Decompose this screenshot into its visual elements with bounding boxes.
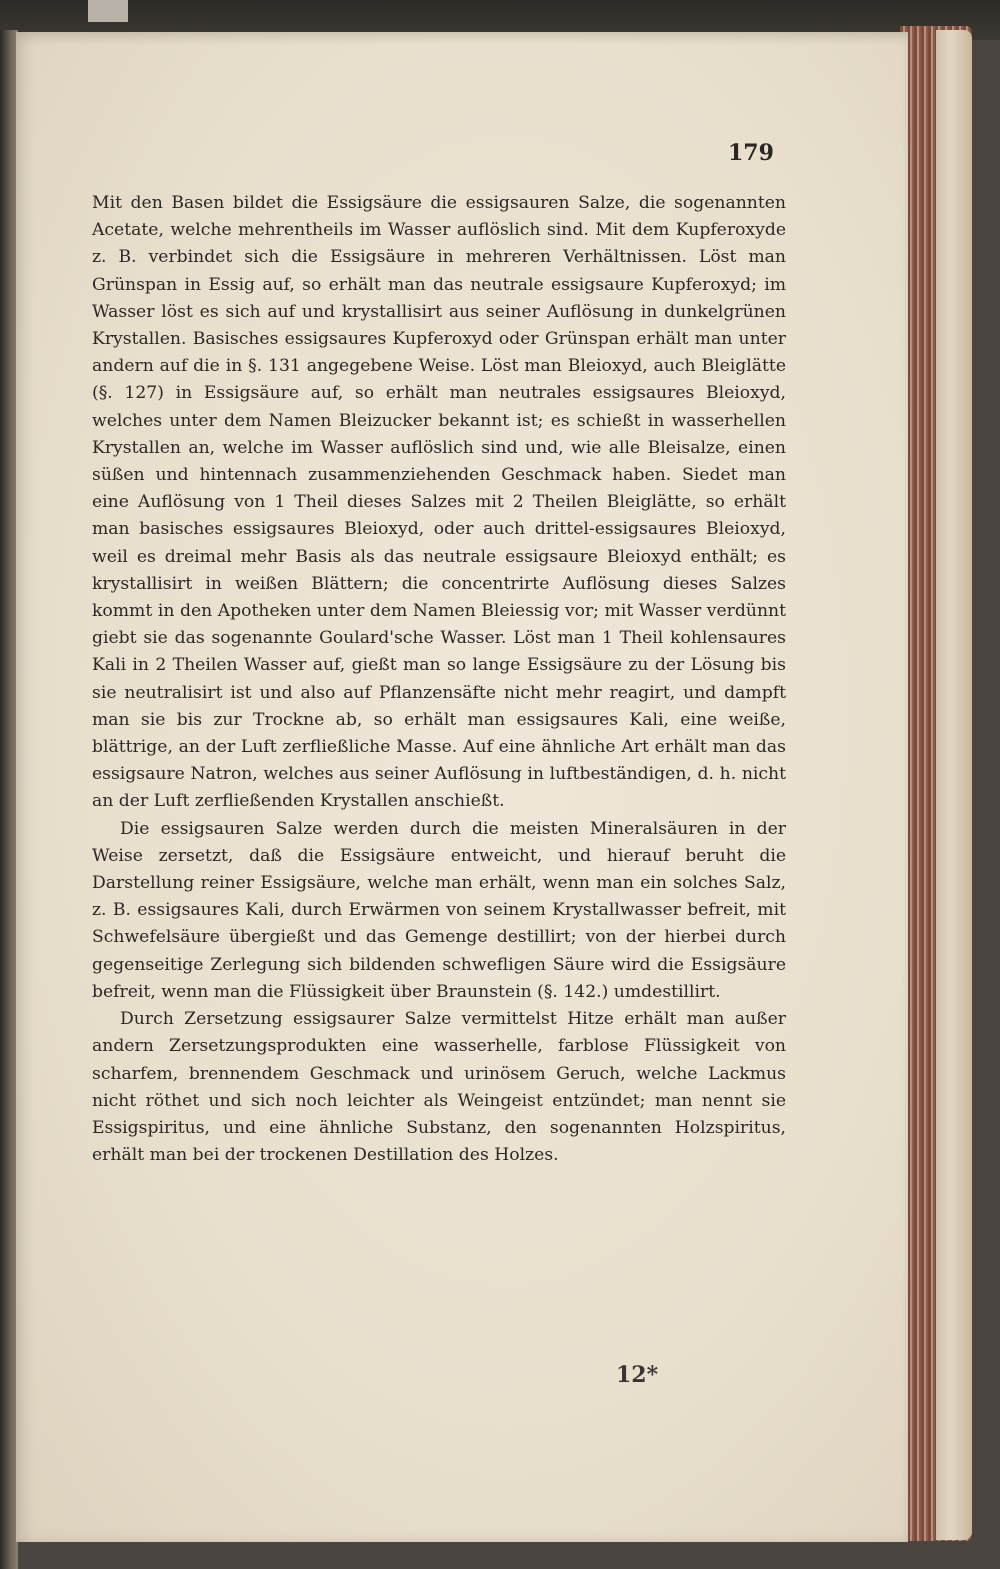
signature-mark: 12* — [616, 1362, 659, 1388]
paragraph-1: Mit den Basen bildet die Essigsäure die essigsauren Salze, die sogenannten Acetate, welche mehrentheils im Wasser auflöslich sind. Mit dem Kupferoxyde z. B. verbindet sich die Essigsäure in mehreren Verhältnissen. Löst man Grünspan in Essig auf, so erhält man das neutrale essigsaure Kupferoxyd; im Wasser löst es sich auf und krystallisirt aus seiner Auflösung in dunkelgrünen Krystallen. Basisches essigsaures Kupferoxyd oder Grünspan erhält man unter andern auf die in §. 131 angegebene Weise. Löst man Bleioxyd, auch Bleiglätte (§. 127) in Essigsäure auf, so erhält man neutrales essigsaures Bleioxyd, welches unter dem Namen Bleizucker bekannt ist; es schießt in wasserhellen Krystallen an, welche im Wasser auflöslich sind und, wie alle Bleisalze, einen süßen und hintennach zusammenziehenden Geschmack haben. Siedet man eine Auflösung von 1 Theil dieses Salzes mit 2 Theilen Bleiglätte, so erhält man basisches essigsaures Bleioxyd, oder auch drittel-essigsaures Bleioxyd, weil es dreimal mehr Basis als das neutrale essigsaure Bleioxyd enthält; es krystallisirt in weißen Blättern; die concentrirte Auflösung dieses Salzes kommt in den Apotheken unter dem Namen Bleiessig vor; mit Wasser verdünnt giebt sie das sogenannte Goulard'sche Wasser. Löst man 1 Theil kohlensaures Kali in 2 Theilen Wasser auf, gießt man so lange Essigsäure zu der Lösung bis sie neutralisirt ist und also auf Pflanzensäfte nicht mehr reagirt, und dampft man sie bis zur Trockne ab, so erhält man essigsaures Kali, eine weiße, blättrige, an der Luft zerfließliche Masse. Auf eine ähnliche Art erhält man das essigsaure Natron, welches aus seiner Auflösung in luftbeständigen, d. h. nicht an der Luft zerfließenden Krystallen anschießt. — [92, 193, 786, 812]
paragraph-3: Durch Zersetzung essigsaurer Salze vermittelst Hitze erhält man außer andern Zersetzungsprodukten eine wasserhelle, farblose Flüssigkeit von scharfem, brennendem Geschmack und urinösem Geruch, welche Lackmus nicht röthet und sich noch leichter als Weingeist entzündet; man nennt sie Essigspiritus, und eine ähnliche Substanz, den sogenannten Holzspiritus, erhält man bei der trockenen Destillation des Holzes. — [92, 1009, 786, 1166]
paragraph-2: Die essigsauren Salze werden durch die meisten Mineralsäuren in der Weise zersetzt, daß die Essigsäure entweicht, und hierauf beruht die Darstellung reiner Essigsäure, welche man erhält, wenn man ein solches Salz, z. B. essigsaures Kali, durch Erwärmen von seinem Krystallwasser befreit, mit Schwefelsäure übergießt und das Gemenge destillirt; von der hierbei durch gegenseitige Zerlegung sich bildenden schwefligen Säure wird die Essigsäure befreit, wenn man die Flüssigkeit über Braunstein (§. 142.) umdestillirt. — [92, 818, 786, 1002]
page-stack-edge — [936, 30, 972, 1540]
page-number: 179 — [728, 140, 774, 166]
corner-tab — [88, 0, 128, 22]
body-text — [92, 190, 786, 1169]
